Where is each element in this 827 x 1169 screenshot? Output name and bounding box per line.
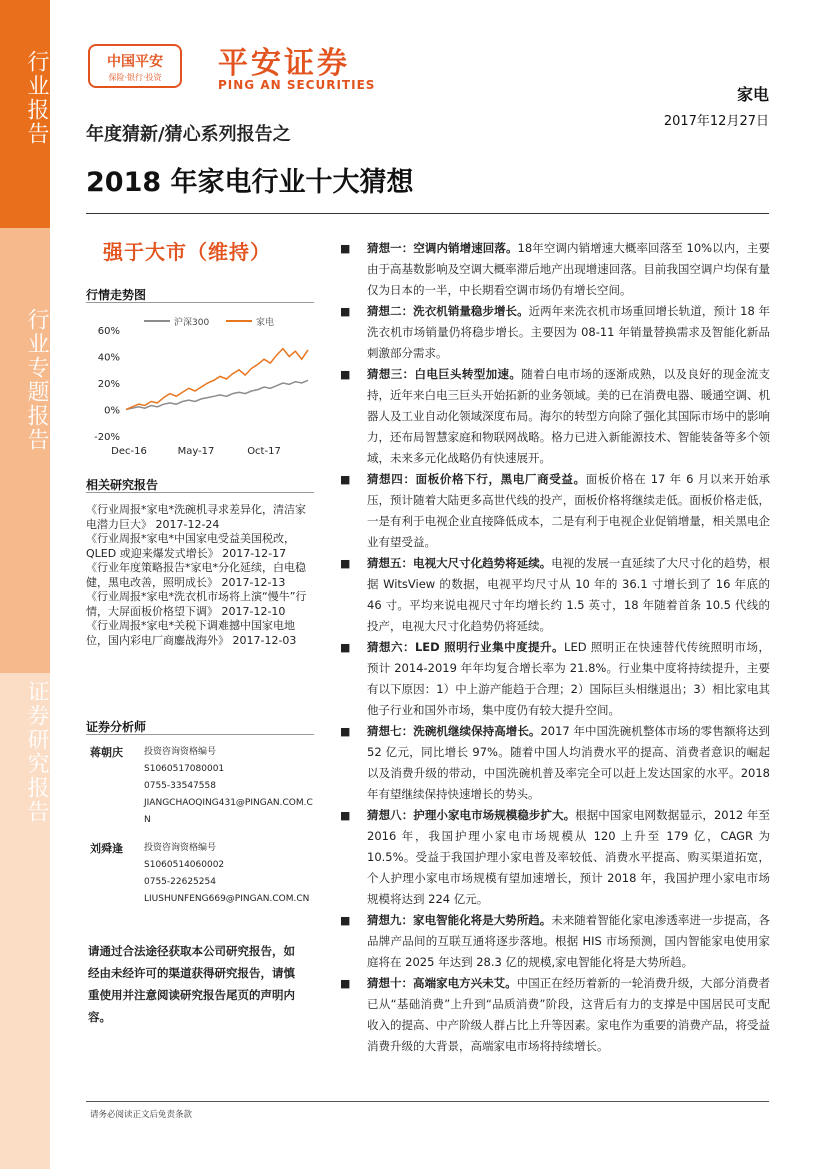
- legend-label: 沪深300: [174, 318, 210, 328]
- guess-item: [340, 301, 770, 364]
- guess-heading: 猜想四：面板价格下行，黑电厂商受益。: [367, 472, 586, 486]
- guess-heading: 猜想六：LED 照明行业集中度提升。: [367, 640, 565, 654]
- x-tick-label: Oct-17: [247, 446, 281, 457]
- market-trend-heading: 行情走势图: [86, 288, 147, 302]
- guess-body: 面板价格在 17 年 6 月以来开始承压，预计随着大陆更多高世代线的投产，面板价格将继续走低。面板价格走低，一是有利于电视企业直接降低成本，二是有利于电视企业促销增量，相关黑电企业有望受益。: [367, 472, 770, 549]
- report-title: 2018 年家电行业十大猜想: [86, 167, 414, 198]
- guess-item: [340, 469, 770, 553]
- related-report-item[interactable]: 《行业周报*家电*中国家电受益美国税改，QLED 或迎来爆发式增长》 2017-12-17: [86, 532, 295, 560]
- related-report-item[interactable]: 《行业周报*家电*洗碗机寻求差异化，清洁家电潜力巨大》 2017-12-24: [86, 503, 306, 531]
- bullet-icon: ■: [340, 557, 351, 570]
- bullet-icon: ■: [340, 725, 351, 738]
- analyst-cert-label: 投资咨询资格编号: [144, 843, 217, 853]
- guess-heading: 猜想五：电视大尺寸化趋势将延续。: [367, 556, 552, 570]
- guesses-list: [340, 238, 770, 1057]
- guess-heading: 猜想二：洗衣机销量稳步增长。: [367, 304, 529, 318]
- series-title: 年度猜新/猜心系列报告之: [86, 124, 291, 145]
- guess-item: [340, 973, 770, 1057]
- guess-heading: 猜想七：洗碗机继续保持高增长。: [367, 724, 541, 738]
- analyst-name: 刘舜逢: [90, 842, 123, 855]
- y-tick-label: 60%: [97, 326, 120, 337]
- bullet-icon: ■: [340, 641, 351, 654]
- guess-body: 随着白电市场的逐渐成熟，以及良好的现金流支持，近年来白电三巨头开始拓新的业务领域。美的已在消费电器、暖通空调、机器人及工业自动化领域深度布局。海尔的转型方向除了强化其国际市场中的影响力，还布局智慧家庭和物联网战略。格力已进入新能源技术、智能装备等多个领域，未来多元化战略仍有快速展开。: [367, 367, 771, 465]
- guess-body: 18年空调内销增速大概率回落至 10%以内，主要由于高基数影响及空调大概率滞后地产出现增速回落。目前我国空调户均保有量仅为日本的一半，中长期看空调市场仍有增长空间。: [367, 241, 770, 297]
- analyst-email[interactable]: LIUSHUNFENG669@PINGAN.COM.CN: [144, 894, 310, 904]
- analyst-phone: 0755-22625254: [144, 877, 216, 887]
- analyst-name: 蒋朝庆: [90, 746, 123, 759]
- sidebar-label-middle: 行业专题报告: [24, 308, 49, 452]
- guess-item: [340, 637, 770, 721]
- related-report-item[interactable]: 《行业周报*家电*关税下调难撼中国家电地位，国内彩电厂商鏖战海外》 2017-12-03: [86, 619, 297, 647]
- brand-logo-en: PING AN SECURITIES: [218, 78, 376, 92]
- sector-label: 家电: [736, 85, 769, 104]
- related-report-item[interactable]: 《行业年度策略报告*家电*分化延续，白电稳健，黑电改善，照明成长》 2017-12-13: [86, 561, 306, 589]
- guess-item: [340, 553, 770, 637]
- related-reports-list: [86, 503, 316, 648]
- series-line-appliance: [126, 349, 308, 410]
- rating-label: 强于大市（维持）: [103, 240, 271, 264]
- access-disclaimer: 请通过合法途径获取本公司研究报告，如经由未经许可的渠道获得研究报告，请慎重使用并注意阅读研究报告尾页的声明内容。: [88, 944, 295, 1024]
- analysts-heading: 证券分析师: [86, 720, 147, 734]
- report-date: 2017年12月27日: [663, 114, 769, 129]
- footer-note: 请务必阅读正文后免责条款: [90, 1110, 193, 1120]
- guess-body: 中国正在经历着新的一轮消费升级，大部分消费者已从“基础消费”上升到“品质消费”阶段，这背后有力的支撑是中国居民可支配收入的提高、中产阶级人群占比上升等因素。家电作为重要的消费产品，将受益消费升级的大背景，高端家电市场将持续增长。: [367, 976, 771, 1053]
- guess-item: [340, 364, 770, 469]
- x-tick-label: Dec-16: [111, 446, 147, 457]
- section-divider: [86, 734, 314, 735]
- guess-heading: 猜想八：护理小家电市场规模稳步扩大。: [367, 808, 576, 822]
- guess-body: LED 照明正在快速替代传统照明市场， 预计 2014-2019 年年均复合增长率为 21.8%。行业集中度将持续提升，主要有以下原因：1）中上游产能趋于合理；2）国际巨头相继退出；3）相比家电其他子行业和国外市场，集中度仍有较大提升空间。: [367, 640, 771, 717]
- guess-heading: 猜想一：空调内销增速回落。: [367, 241, 518, 255]
- guess-body: 2017 年中国洗碗机整体市场的零售额将达到 52 亿元，同比增长 97%。随着中国人均消费水平的提高、消费者意识的崛起以及消费升级的带动，中国洗碗机普及率完全可以赶上发达国家的水平。2018 年有望继续保持快速增长的势头。: [367, 724, 771, 801]
- y-tick-label: 40%: [97, 352, 120, 364]
- brand-logo: 平安证券: [218, 46, 350, 81]
- logo-group-sub: 保险·银行·投资: [108, 73, 162, 82]
- market-trend-chart: [86, 308, 316, 463]
- x-tick-label: May-17: [177, 446, 215, 457]
- bullet-icon: ■: [340, 977, 351, 990]
- guess-heading: 猜想九：家电智能化将是大势所趋。: [367, 913, 552, 927]
- bullet-icon: ■: [340, 305, 351, 318]
- guess-item: [340, 721, 770, 805]
- bullet-icon: ■: [340, 473, 351, 486]
- y-tick-label: 20%: [97, 379, 120, 390]
- section-divider: [86, 302, 314, 303]
- pingan-group-logo: [88, 44, 182, 88]
- analyst-cert-label: 投资咨询资格编号: [144, 747, 217, 757]
- related-reports-heading: 相关研究报告: [86, 478, 159, 492]
- bullet-icon: ■: [340, 368, 351, 381]
- bullet-icon: ■: [340, 914, 351, 927]
- analyst-cert-number: S1060514060002: [144, 860, 225, 870]
- bullet-icon: ■: [340, 242, 351, 255]
- y-tick-label: -20%: [94, 432, 120, 443]
- guess-body: 电视的发展一直延续了大尺寸化的趋势，根据 WitsView 的数据，电视平均尺寸从 10 年的 36.1 寸增长到了 16 年底的 46 寸。平均来说电视尺寸年均增长约 1.5 英寸，18 年随着首条 10.5 代线的投产，电视大尺寸化趋势仍将延续。: [367, 556, 770, 633]
- bullet-icon: ■: [340, 809, 351, 822]
- guess-heading: 猜想十：高端家电方兴未艾。: [367, 976, 517, 990]
- legend-label: 家电: [256, 318, 275, 328]
- guess-heading: 猜想三：白电巨头转型加速。: [367, 367, 522, 381]
- analyst-email[interactable]: JIANGCHAOQING431@PINGAN.COM.CN: [144, 798, 313, 825]
- footer-divider: [86, 1101, 769, 1102]
- section-divider: [86, 492, 314, 493]
- guess-body: 未来随着智能化家电渗透率进一步提高，各品牌产品间的互联互通将逐步落地。根据 HIS 市场预测，国内智能家电使用家庭将在 2025 年达到 28.3 亿的规模,家电智能化将是大势所趋。: [367, 913, 770, 969]
- guess-body: 近两年来洗衣机市场重回增长轨道，预计 18 年洗衣机市场销量仍将稳步增长。主要因为 08-11 年销量替换需求及智能化新品刺激部分需求。: [367, 304, 770, 360]
- guess-item: [340, 910, 770, 973]
- header-divider: [86, 213, 769, 214]
- analyst-cert-number: S1060517080001: [144, 764, 225, 774]
- guess-body: 根据中国家电网数据显示，2012 年至 2016 年，我国护理小家电市场规模从 120 上升至 179 亿，CAGR 为 10.5%。受益于我国护理小家电普及率较低、消费水平提高、购买渠道拓宽，个人护理小家电市场规模有望加速增长，预计 2018 年，我国护理小家电市场规模将达到 224 亿元。: [367, 808, 771, 906]
- sidebar-label-top: 行业报告: [24, 50, 49, 146]
- y-tick-label: 0%: [104, 405, 120, 417]
- guess-item: [340, 805, 770, 910]
- sidebar-label-bottom: 证券研究报告: [24, 680, 49, 824]
- analyst-phone: 0755-33547558: [144, 781, 216, 791]
- logo-group-name: 中国平安: [107, 54, 163, 70]
- series-line-hs300: [126, 380, 308, 409]
- related-report-item[interactable]: 《行业周报*家电*洗衣机市场将上演“慢牛”行情，大屏面板价格望下调》 2017-12-10: [86, 590, 307, 618]
- guess-item: [340, 238, 770, 301]
